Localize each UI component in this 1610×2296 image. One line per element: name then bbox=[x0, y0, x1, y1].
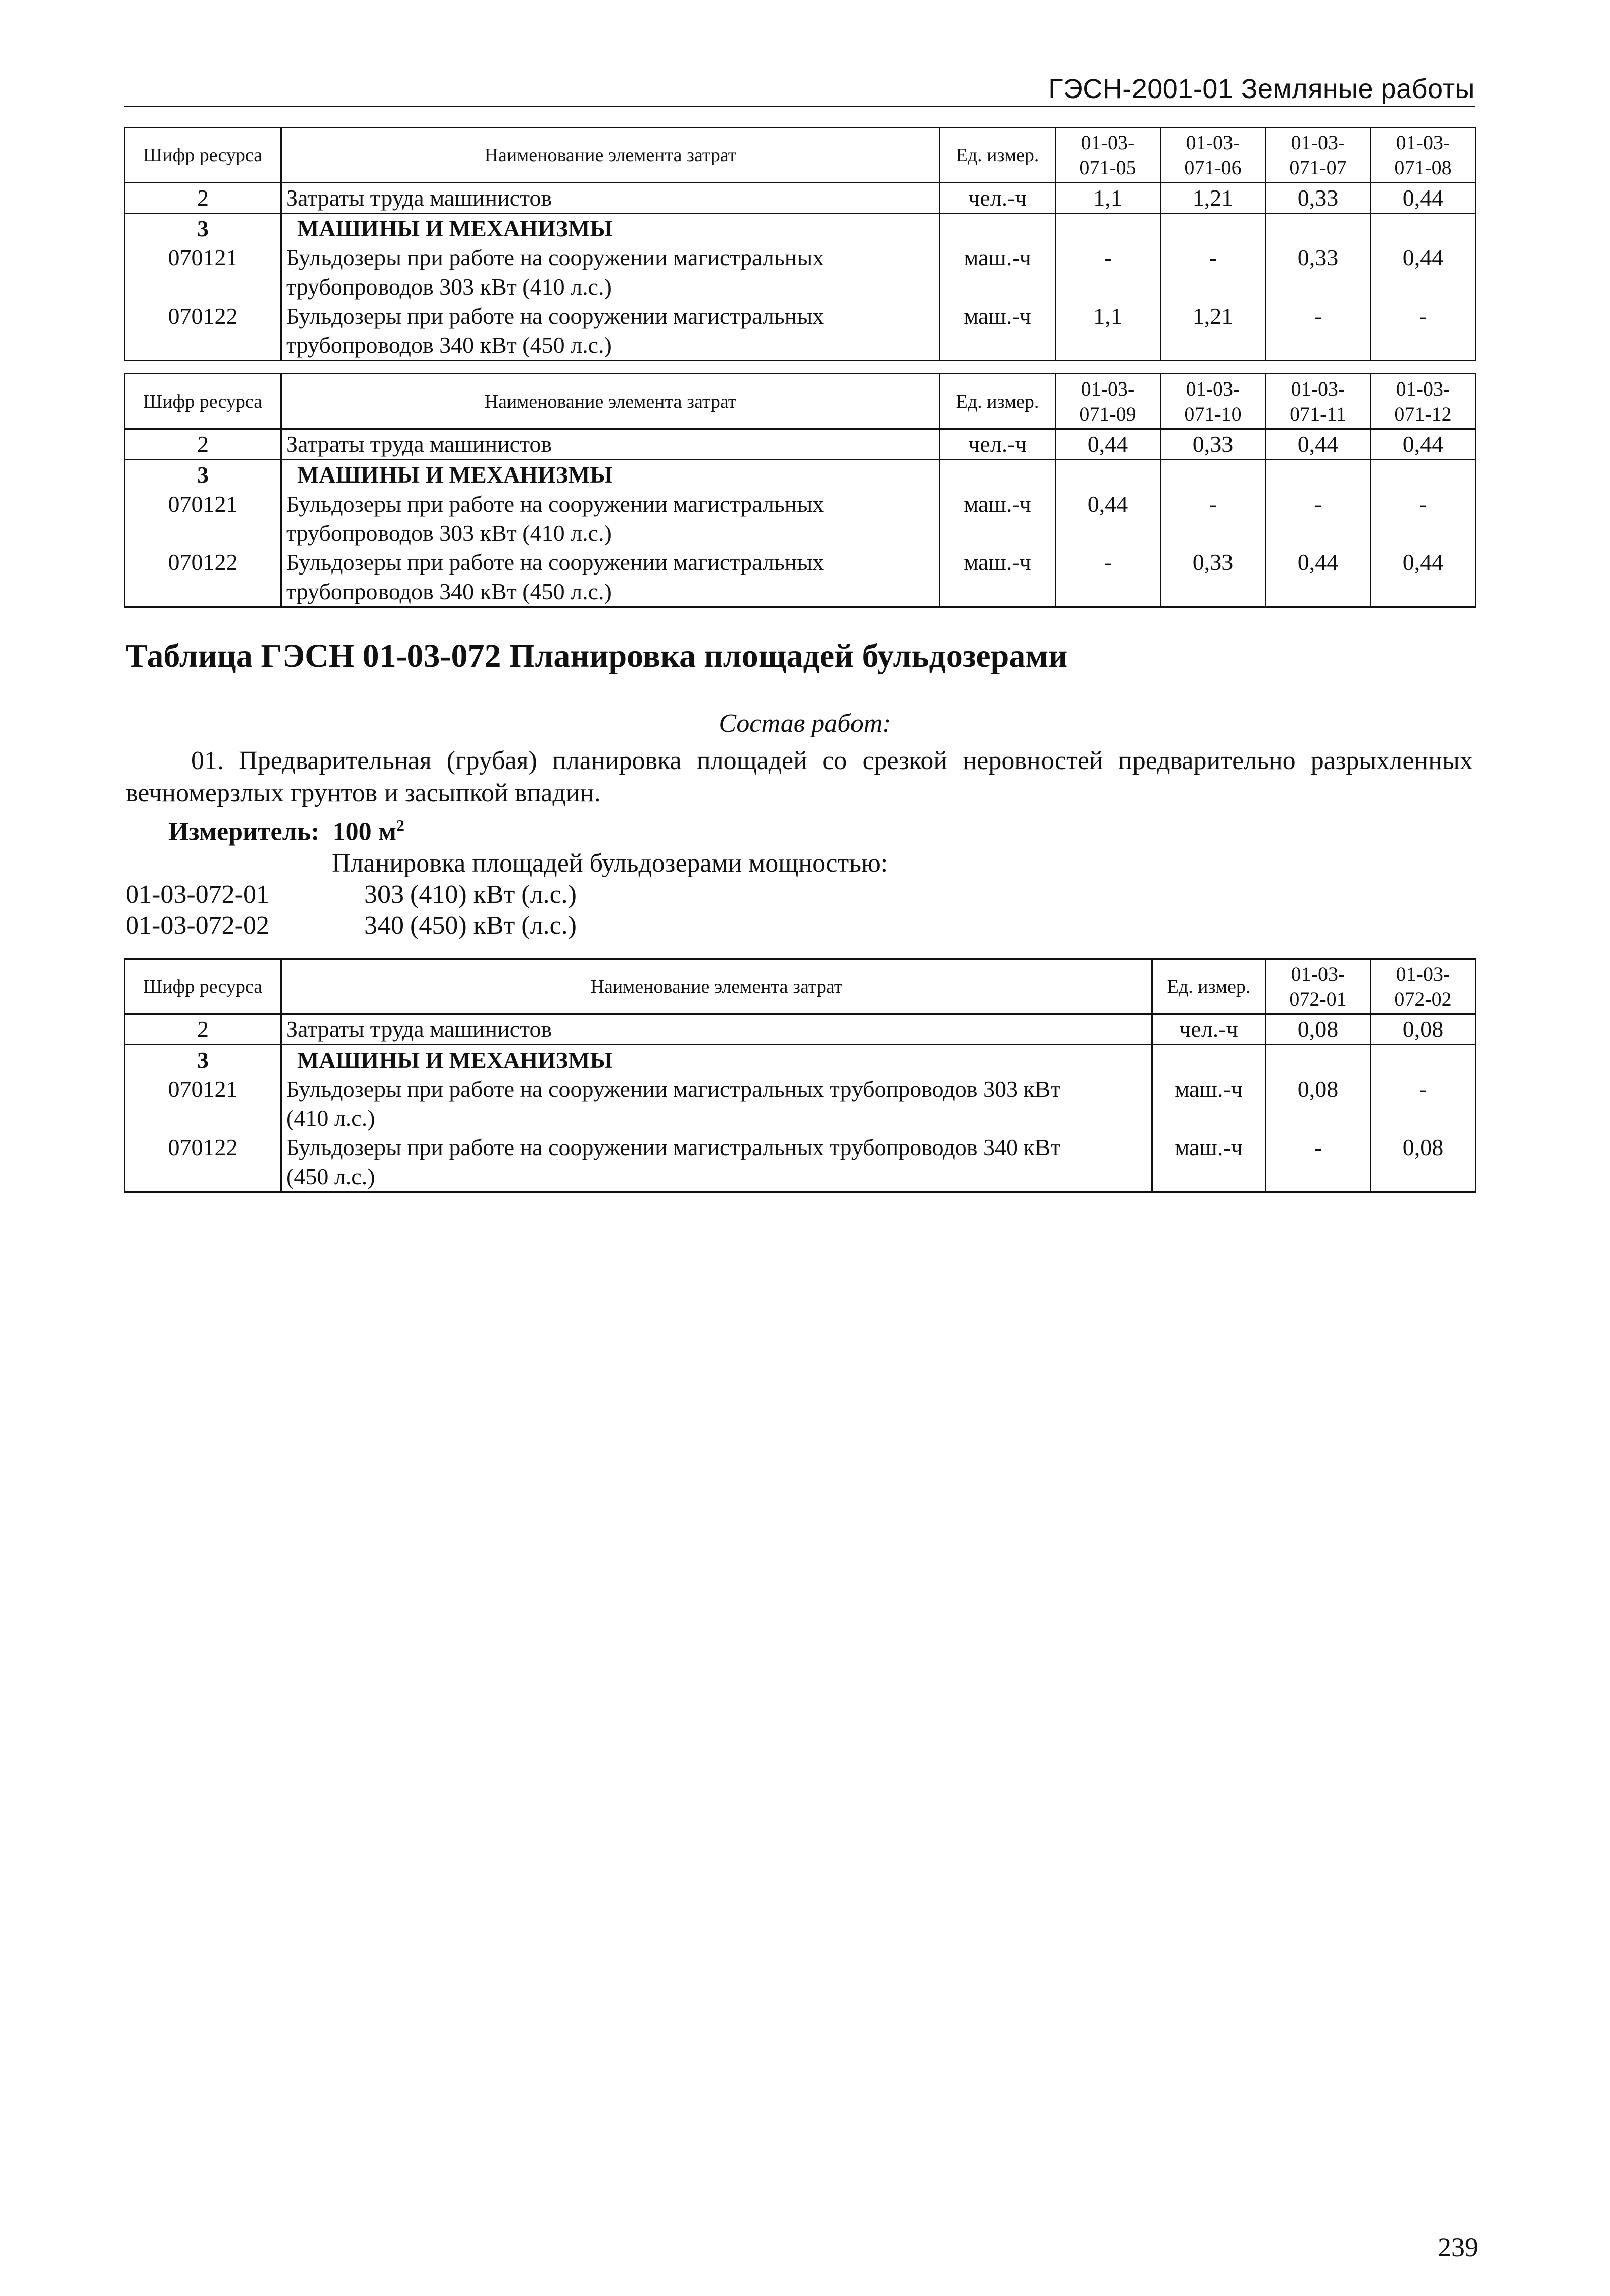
table-row bbox=[125, 1014, 1476, 1045]
col-header-unit: Ед. измер. bbox=[940, 128, 1056, 183]
resource-code: 070122 bbox=[125, 302, 281, 361]
resource-value: 0,44 bbox=[1371, 429, 1476, 460]
composition-text: 01. Предварительная (грубая) планировка площадей со срезкой неровностей предварительно разрыхленных вечномерзлых грунтов и засыпкой впадин. bbox=[126, 746, 1473, 807]
resource-name: Затраты труда машинистов bbox=[281, 1014, 1152, 1045]
resource-table-3 bbox=[124, 958, 1476, 1193]
table-row bbox=[125, 302, 1476, 361]
table-row bbox=[125, 490, 1476, 548]
resource-code: 2 bbox=[125, 1014, 281, 1045]
resource-value: 0,08 bbox=[1371, 1133, 1476, 1192]
resource-value: - bbox=[1161, 243, 1266, 302]
table-row bbox=[125, 214, 1476, 244]
table-row bbox=[125, 1045, 1476, 1075]
resource-value: 1,1 bbox=[1056, 183, 1161, 214]
col-header-code: Шифр ресурса bbox=[125, 128, 281, 183]
resource-value: 0,44 bbox=[1371, 548, 1476, 607]
table-row bbox=[125, 1075, 1476, 1133]
resource-unit bbox=[940, 460, 1056, 490]
col-header-norm: 01-03- 071-11 bbox=[1266, 374, 1371, 429]
section-title: МАШИНЫ И МЕХАНИЗМЫ bbox=[281, 460, 940, 490]
resource-unit bbox=[940, 214, 1056, 244]
resource-value: 0,44 bbox=[1056, 429, 1161, 460]
col-header-norm: 01-03- 072-02 bbox=[1371, 959, 1476, 1014]
resource-unit bbox=[1152, 1045, 1266, 1075]
col-header-norm: 01-03- 071-09 bbox=[1056, 374, 1161, 429]
resource-value: 0,44 bbox=[1056, 490, 1161, 548]
col-header-norm: 01-03- 071-07 bbox=[1266, 128, 1371, 183]
norm-code-value: 303 (410) кВт (л.с.) bbox=[364, 880, 577, 909]
table-header-row bbox=[125, 374, 1476, 429]
resource-table-1 bbox=[124, 127, 1476, 361]
resource-name: Бульдозеры при работе на сооружении магистральных трубопроводов 303 кВт (410 л.с.) bbox=[281, 243, 940, 302]
resource-code: 3 bbox=[125, 214, 281, 244]
resource-code: 3 bbox=[125, 460, 281, 490]
table-row bbox=[125, 460, 1476, 490]
resource-value: 0,44 bbox=[1266, 548, 1371, 607]
composition-label: Состав работ: bbox=[719, 709, 891, 738]
resource-value: 1,1 bbox=[1056, 302, 1161, 361]
resource-value: - bbox=[1266, 1133, 1371, 1192]
resource-value: 0,08 bbox=[1266, 1075, 1371, 1133]
table-row bbox=[125, 429, 1476, 460]
norm-code-value: 340 (450) кВт (л.с.) bbox=[364, 911, 577, 940]
resource-value: - bbox=[1266, 490, 1371, 548]
resource-value: - bbox=[1371, 490, 1476, 548]
resource-unit: чел.-ч bbox=[940, 183, 1056, 214]
norm-code: 01-03-072-02 bbox=[126, 911, 269, 940]
resource-name: Бульдозеры при работе на сооружении магистральных трубопроводов 340 кВт (450 л.с.) bbox=[281, 1133, 1152, 1192]
resource-value: 0,33 bbox=[1161, 429, 1266, 460]
table-header-row bbox=[125, 128, 1476, 183]
resource-value: 0,08 bbox=[1266, 1014, 1371, 1045]
resource-code: 070122 bbox=[125, 548, 281, 607]
resource-name: Бульдозеры при работе на сооружении магистральных трубопроводов 303 кВт (410 л.с.) bbox=[281, 1075, 1152, 1133]
resource-unit: маш.-ч bbox=[940, 243, 1056, 302]
resource-value: 0,33 bbox=[1266, 243, 1371, 302]
section-title: МАШИНЫ И МЕХАНИЗМЫ bbox=[281, 1045, 1152, 1075]
resource-value: 0,44 bbox=[1371, 183, 1476, 214]
table-row bbox=[125, 183, 1476, 214]
resource-value: 0,33 bbox=[1266, 183, 1371, 214]
running-header bbox=[124, 71, 1475, 107]
resource-code: 070122 bbox=[125, 1133, 281, 1192]
resource-name: Бульдозеры при работе на сооружении магистральных трубопроводов 303 кВт (410 л.с.) bbox=[281, 490, 940, 548]
resource-value: 0,33 bbox=[1161, 548, 1266, 607]
meter bbox=[168, 816, 404, 846]
resource-value: - bbox=[1266, 302, 1371, 361]
running-header-title: ГЭСН-2001-01 Земляные работы bbox=[1048, 74, 1475, 104]
col-header-norm: 01-03- 071-10 bbox=[1161, 374, 1266, 429]
col-header-name: Наименование элемента затрат bbox=[281, 959, 1152, 1014]
col-header-norm: 01-03- 071-05 bbox=[1056, 128, 1161, 183]
col-header-norm: 01-03- 071-06 bbox=[1161, 128, 1266, 183]
meter-label: Измеритель: bbox=[168, 817, 320, 846]
resource-value: - bbox=[1161, 490, 1266, 548]
resource-value: 0,44 bbox=[1371, 243, 1476, 302]
table-row bbox=[125, 243, 1476, 302]
table-row bbox=[125, 1133, 1476, 1192]
table-section-heading: Таблица ГЭСН 01-03-072 Планировка площадей бульдозерами bbox=[126, 638, 1068, 675]
meter-value: 100 м bbox=[332, 817, 397, 846]
resource-unit: маш.-ч bbox=[1152, 1133, 1266, 1192]
col-header-norm: 01-03- 071-12 bbox=[1371, 374, 1476, 429]
resource-name: Бульдозеры при работе на сооружении магистральных трубопроводов 340 кВт (450 л.с.) bbox=[281, 302, 940, 361]
resource-value: - bbox=[1371, 1075, 1476, 1133]
resource-unit: маш.-ч bbox=[940, 548, 1056, 607]
col-header-name: Наименование элемента затрат bbox=[281, 128, 940, 183]
resource-value: 0,44 bbox=[1266, 429, 1371, 460]
meter-sup: 2 bbox=[396, 816, 405, 834]
resource-code: 070121 bbox=[125, 243, 281, 302]
norm-code-row bbox=[126, 911, 577, 940]
norm-code: 01-03-072-01 bbox=[126, 880, 269, 909]
col-header-norm: 01-03- 072-01 bbox=[1266, 959, 1371, 1014]
col-header-code: Шифр ресурса bbox=[125, 959, 281, 1014]
norm-code-row bbox=[126, 880, 577, 909]
resource-unit: чел.-ч bbox=[1152, 1014, 1266, 1045]
resource-name: Бульдозеры при работе на сооружении магистральных трубопроводов 340 кВт (450 л.с.) bbox=[281, 548, 940, 607]
resource-code: 2 bbox=[125, 429, 281, 460]
resource-code: 070121 bbox=[125, 1075, 281, 1133]
resource-value: - bbox=[1056, 548, 1161, 607]
table-header-row bbox=[125, 959, 1476, 1014]
resource-value: 1,21 bbox=[1161, 183, 1266, 214]
table-row bbox=[125, 548, 1476, 607]
resource-value: 1,21 bbox=[1161, 302, 1266, 361]
col-header-code: Шифр ресурса bbox=[125, 374, 281, 429]
resource-name: Затраты труда машинистов bbox=[281, 183, 940, 214]
resource-name: Затраты труда машинистов bbox=[281, 429, 940, 460]
resource-unit: маш.-ч bbox=[940, 302, 1056, 361]
resource-code: 3 bbox=[125, 1045, 281, 1075]
power-intro: Планировка площадей бульдозерами мощностью: bbox=[332, 849, 888, 878]
resource-code: 070121 bbox=[125, 490, 281, 548]
col-header-norm: 01-03- 071-08 bbox=[1371, 128, 1476, 183]
col-header-unit: Ед. измер. bbox=[1152, 959, 1266, 1014]
resource-value: 0,08 bbox=[1371, 1014, 1476, 1045]
resource-value: - bbox=[1056, 243, 1161, 302]
resource-value: - bbox=[1371, 302, 1476, 361]
resource-unit: маш.-ч bbox=[940, 490, 1056, 548]
page-number: 239 bbox=[1438, 2232, 1478, 2262]
resource-code: 2 bbox=[125, 183, 281, 214]
resource-unit: маш.-ч bbox=[1152, 1075, 1266, 1133]
section-title: МАШИНЫ И МЕХАНИЗМЫ bbox=[281, 214, 940, 244]
resource-unit: чел.-ч bbox=[940, 429, 1056, 460]
col-header-unit: Ед. измер. bbox=[940, 374, 1056, 429]
col-header-name: Наименование элемента затрат bbox=[281, 374, 940, 429]
resource-table-2 bbox=[124, 373, 1476, 608]
